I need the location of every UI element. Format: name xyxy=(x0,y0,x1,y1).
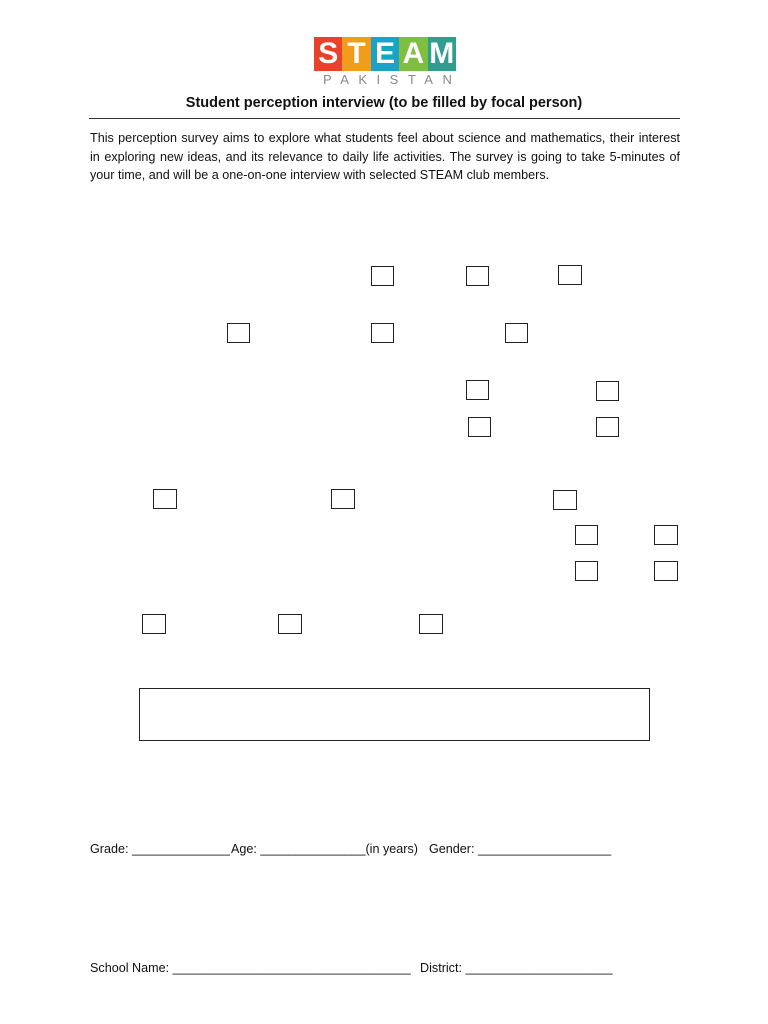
age-field[interactable]: Age: _______________(in years) xyxy=(231,842,418,856)
checkbox[interactable] xyxy=(654,525,678,545)
checkbox[interactable] xyxy=(654,561,678,581)
checkbox[interactable] xyxy=(142,614,166,634)
checkbox[interactable] xyxy=(553,490,577,510)
logo-letter-t: T xyxy=(342,37,370,71)
checkbox[interactable] xyxy=(419,614,443,634)
checkbox[interactable] xyxy=(153,489,177,509)
intro-paragraph: This perception survey aims to explore what students feel about science and mathematics, their interest in exploring new ideas, and its relevance to daily life activities. The survey is going to take 5-minutes of your time, and will be a one-on-one interview with selected STEAM club members. xyxy=(90,131,680,182)
checkbox[interactable] xyxy=(371,266,394,286)
checkbox[interactable] xyxy=(575,525,598,545)
gender-field[interactable]: Gender: ___________________ xyxy=(429,842,612,856)
checkbox[interactable] xyxy=(466,380,489,400)
checkbox[interactable] xyxy=(596,381,619,401)
checkbox[interactable] xyxy=(278,614,302,634)
grade-field[interactable]: Grade: ______________ xyxy=(90,842,231,856)
district-field[interactable]: District: _____________________ xyxy=(420,961,613,975)
logo-letter-s: S xyxy=(314,37,342,71)
checkbox[interactable] xyxy=(575,561,598,581)
logo-letter-m: M xyxy=(429,37,455,70)
logo-letter-a: A xyxy=(399,37,427,71)
title-divider xyxy=(89,118,680,119)
checkbox[interactable] xyxy=(468,417,491,437)
checkbox[interactable] xyxy=(466,266,489,286)
checkbox[interactable] xyxy=(227,323,250,343)
logo-subtitle: PAKISTAN xyxy=(323,72,462,87)
open-answer-box[interactable] xyxy=(139,688,650,741)
checkbox[interactable] xyxy=(596,417,619,437)
school-name-field[interactable]: School Name: __________________________________ xyxy=(90,961,411,975)
checkbox[interactable] xyxy=(505,323,528,343)
checkbox[interactable] xyxy=(371,323,394,343)
steam-pakistan-logo xyxy=(314,37,462,89)
checkbox[interactable] xyxy=(331,489,355,509)
checkbox[interactable] xyxy=(558,265,582,285)
page-title: Student perception interview (to be filled by focal person) xyxy=(185,95,583,111)
logo-letter-e: E xyxy=(371,37,399,71)
